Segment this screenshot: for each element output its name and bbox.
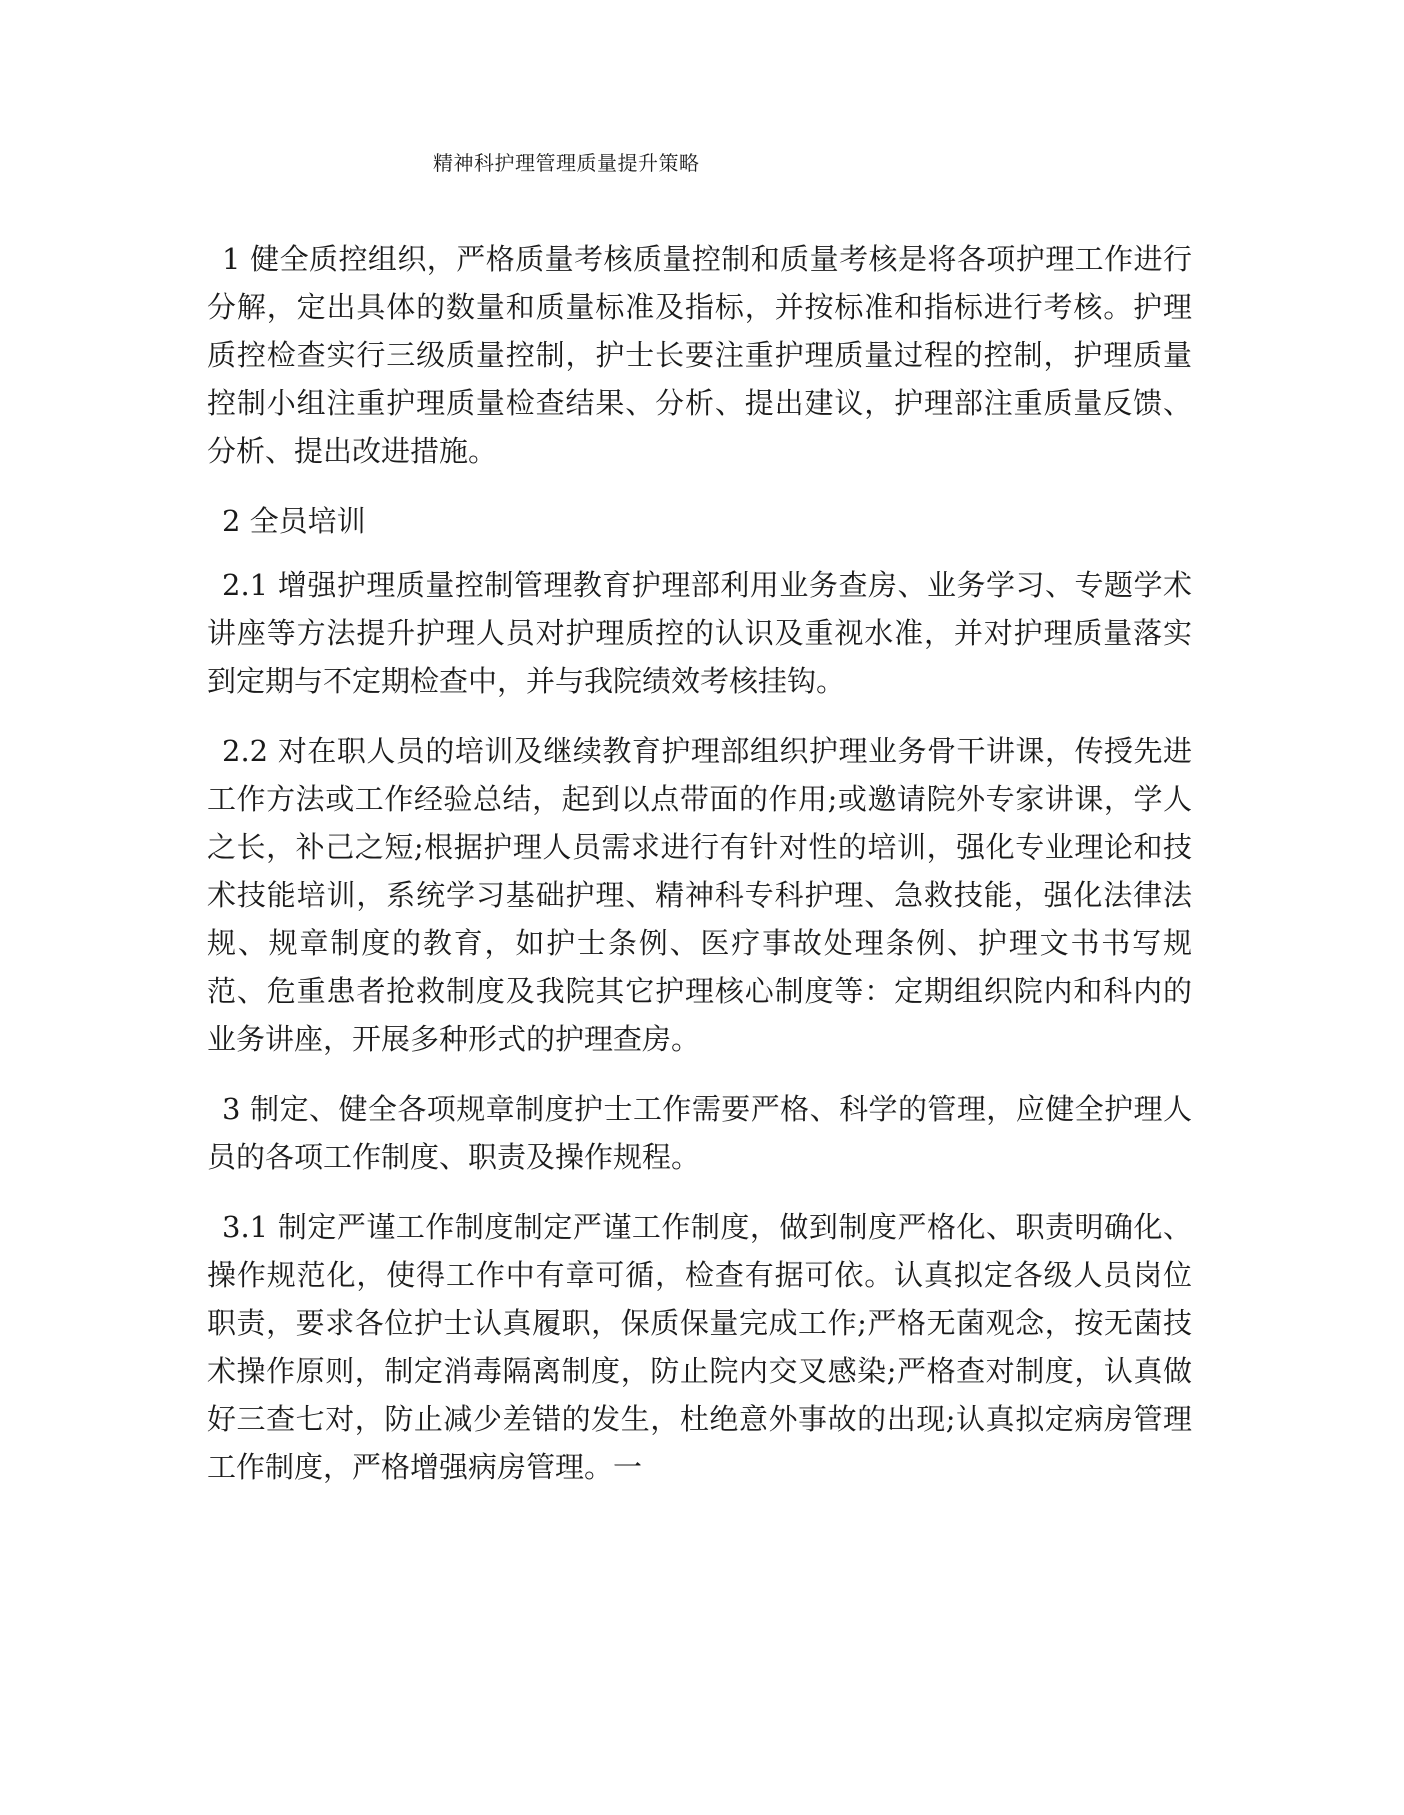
paragraph-1-quality-control: 1 健全质控组织，严格质量考核质量控制和质量考核是将各项护理工作进行分解，定出具体的数量和质量标准及指标，并按标准和指标进行考核。护理质控检查实行三级质量控制，护士长要注重护理质量过程的控制，护理质量控制小组注重护理质量检查结果、分析、提出建议，护理部注重质量反馈、分析、提出改进措施。: [207, 242, 1192, 468]
paragraph-3-1-work-rules: 3.1 制定严谨工作制度制定严谨工作制度，做到制度严格化、职责明确化、操作规范化，使得工作中有章可循，检查有据可依。认真拟定各级人员岗位职责，要求各位护士认真履职，保质保量完成工作;严格无菌观念，按无菌技术操作原则，制定消毒隔离制度，防止院内交叉感染;严格查对制度，认真做好三查七对，防止减少差错的发生，杜绝意外事故的出现;认真拟定病房管理工作制度，严格增强病房管理。一: [207, 1210, 1192, 1484]
document-title: 精神科护理管理质量提升策略: [433, 151, 700, 175]
document-body: [207, 235, 1192, 1513]
paragraph-2-2-staff-training: 2.2 对在职人员的培训及继续教育护理部组织护理业务骨干讲课，传授先进工作方法或工作经验总结，起到以点带面的作用;或邀请院外专家讲课，学人之长，补己之短;根据护理人员需求进行有针对性的培训，强化专业理论和技术技能培训，系统学习基础护理、精神科专科护理、急救技能，强化法律法规、规章制度的教育，如护士条例、医疗事故处理条例、护理文书书写规范、危重患者抢救制度及我院其它护理核心制度等：定期组织院内和科内的业务讲座，开展多种形式的护理查房。: [207, 734, 1192, 1056]
paragraph-2-1-education: 2.1 增强护理质量控制管理教育护理部利用业务查房、业务学习、专题学术讲座等方法提升护理人员对护理质控的认识及重视水准，并对护理质量落实到定期与不定期检查中，并与我院绩效考核挂钩。: [207, 568, 1192, 698]
paragraph-3-regulations: 3 制定、健全各项规章制度护士工作需要严格、科学的管理，应健全护理人员的各项工作制度、职责及操作规程。: [207, 1092, 1192, 1174]
section-heading-2-training: 2 全员培训: [222, 504, 366, 538]
